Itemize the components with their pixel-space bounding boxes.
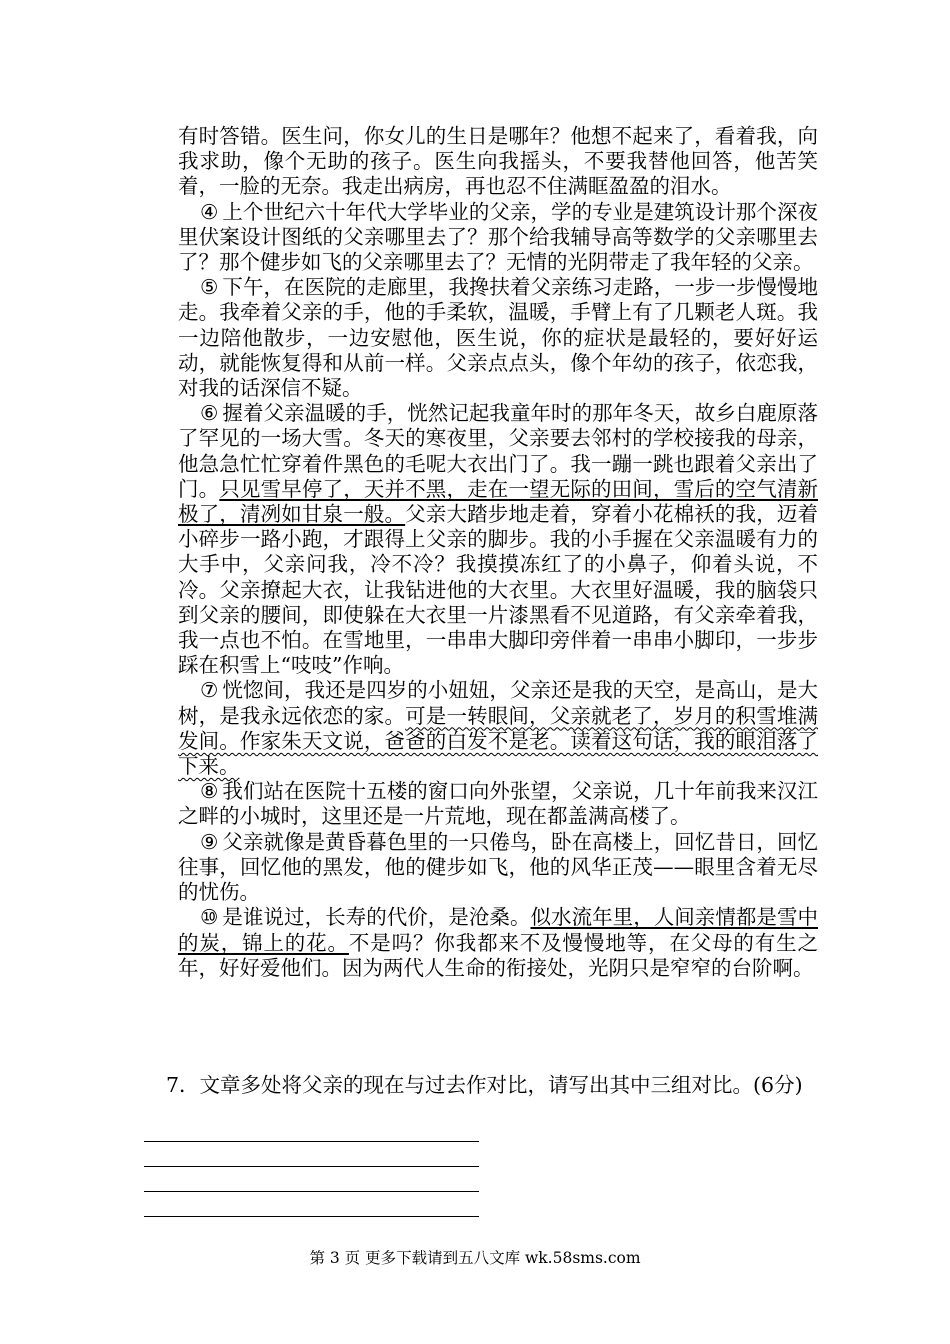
paragraph-number: ⑥	[200, 401, 219, 426]
marked-sentence: 只见雪早停了，天并不黑，走在一望无际的田间，雪后的空气清新极了，清冽如甘泉一般。	[178, 476, 819, 527]
paragraph	[178, 779, 818, 829]
paragraph-text: 不是吗？你我都来不及慢慢地等，在父母的有生之年，好好爱他们。因为两代人生命的衔接处，光阴只是窄窄的台阶啊。	[178, 930, 819, 980]
paragraph-text: 恍惚间，我还是四岁的小妞妞，父亲还是我的天空，是高山，是大树，是我永远依恋的家。	[178, 678, 818, 728]
paragraph-number: ⑤	[200, 275, 219, 300]
paragraph-number: ⑧	[200, 779, 219, 804]
question-text: 7．文章多处将父亲的现在与过去作对比，请写出其中三组对比。(6分)	[166, 1073, 803, 1097]
paragraph	[178, 200, 818, 276]
paragraph-text: 父亲大踏步地走着，穿着小花棉袄的我，迈着小碎步一路小跑，才跟得上父亲的脚步。我的小手握在父亲温暖有力的大手中，父亲问我，冷不冷？我摸摸冻红了的小鼻子，仰着头说，不冷。父亲撩起大衣，让我钻进他的大衣里。大衣里好温暖，我的脑袋只到父亲的腰间，即使躲在大衣里一片漆黑看不见道路，有父亲牵着我，我一点也不怕。在雪地里，一串串大脚印旁伴着一串串小脚印，一步步踩在积雪上“吱吱”作响。	[178, 502, 819, 678]
paragraph-text: 上个世纪六十年代大学毕业的父亲，学的专业是建筑设计那个深夜里伏案设计图纸的父亲哪里去了？那个给我辅导高等数学的父亲哪里去了？那个健步如飞的父亲哪里去了？无情的光阴带走了我年轻的父亲。	[178, 199, 818, 275]
answer-line[interactable]	[144, 1216, 479, 1217]
page-footer: 第 3 页 更多下载请到五八文库 wk.58sms.com	[309, 1249, 641, 1267]
paragraph	[178, 275, 818, 401]
marked-sentence: 可是一转眼间，父亲就老了，岁月的积雪堆满发间。作家朱天文说，爸爸的白发不是老。读着这句话，我的眼泪落了下来。	[178, 703, 819, 779]
paragraph-text: 是谁说过，长寿的代价，是沧桑。	[222, 905, 531, 930]
paragraph-number: ④	[200, 199, 219, 224]
paragraph	[178, 678, 818, 779]
paragraph-number: ⑨	[200, 829, 219, 854]
paragraph-text: 我们站在医院十五楼的窗口向外张望，父亲说，几十年前我来汉江之畔的小城时，这里还是一片荒地，现在都盖满高楼了。	[178, 779, 818, 829]
paragraph	[178, 124, 818, 200]
answer-line[interactable]	[144, 1191, 479, 1192]
question-7	[166, 1072, 826, 1098]
paragraph-number: ⑩	[200, 905, 219, 930]
paragraph-number: ⑦	[200, 678, 219, 703]
paragraph	[178, 830, 818, 906]
paragraph	[178, 401, 818, 678]
paragraph-text: 下午，在医院的走廊里，我搀扶着父亲练习走路，一步一步慢慢地走。我牵着父亲的手，他的手柔软，温暖，手臂上有了几颗老人斑。我一边陪他散步，一边安慰他，医生说，你的症状是最轻的，要好好运动，就能恢复得和从前一样。父亲点点头，像个年幼的孩子，依恋我，对我的话深信不疑。	[178, 275, 818, 401]
answer-line[interactable]	[144, 1166, 479, 1167]
answer-line[interactable]	[144, 1141, 479, 1142]
article-body	[178, 124, 818, 981]
paragraph-text: 父亲就像是黄昏暮色里的一只倦鸟，卧在高楼上，回忆昔日，回忆往事，回忆他的黑发，他的健步如飞，他的风华正茂——眼里含着无尽的忧伤。	[178, 829, 818, 905]
marked-sentence: 似水流年里，人间亲情都是雪中的炭，锦上的花。	[178, 905, 818, 955]
paragraph	[178, 905, 818, 981]
paragraph-text: 握着父亲温暖的手，恍然记起我童年时的那年冬天，故乡白鹿原落了罕见的一场大雪。冬天的寒夜里，父亲要去邻村的学校接我的母亲，他急急忙忙穿着件黑色的毛呢大衣出门了。我一蹦一跳也跟着父亲出了门。	[178, 401, 818, 501]
paragraph-text: 有时答错。医生问，你女儿的生日是哪年？他想不起来了，看着我，向我求助，像个无助的孩子。医生向我摇头，不要我替他回答，他苦笑着，一脸的无奈。我走出病房，再也忍不住满眶盈盈的泪水。	[178, 124, 818, 199]
